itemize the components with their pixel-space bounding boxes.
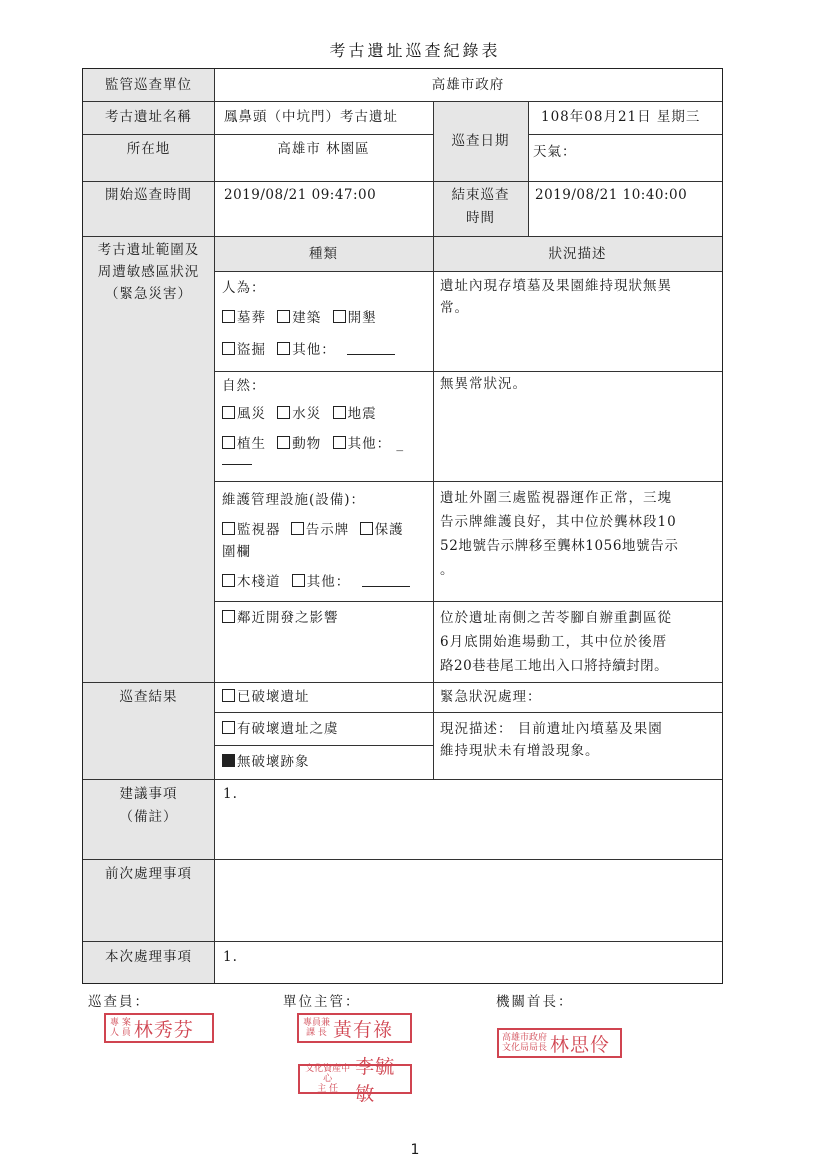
stamp-line: 文化資產中心 bbox=[305, 1064, 351, 1084]
stamp-line: 文化局局長 bbox=[502, 1043, 548, 1053]
result-none-option bbox=[222, 751, 310, 773]
nature-description: 無異常狀況。 bbox=[440, 376, 527, 392]
develop-description-line1: 位於遺址南側之苦苓腳自辦重劃區從 bbox=[440, 610, 672, 626]
option-boardwalk-label: 木棧道 bbox=[237, 574, 281, 590]
document-title: 考古遺址巡查紀錄表 bbox=[329, 41, 501, 60]
option-cultivate-label: 開墾 bbox=[347, 310, 377, 326]
develop-description-line3: 路20巷巷尾工地出入口將持續封閉。 bbox=[440, 658, 669, 674]
suggest-value: 1. bbox=[223, 786, 238, 802]
current-label: 本次處理事項 bbox=[105, 949, 192, 965]
grid-line bbox=[83, 134, 433, 135]
option-nature-other-label: 其他： _ bbox=[347, 436, 405, 452]
nature-other-blank bbox=[222, 464, 252, 465]
option-build-label: 建築 bbox=[292, 310, 322, 326]
human-options-row2 bbox=[222, 339, 395, 361]
checkbox-sign[interactable] bbox=[291, 522, 304, 535]
stamp-name: 林思伶 bbox=[550, 1033, 611, 1056]
grid-line bbox=[214, 271, 722, 272]
grid-line bbox=[214, 69, 215, 983]
grid-line bbox=[83, 941, 722, 942]
grid-line bbox=[83, 236, 722, 237]
center-director-seal-stamp bbox=[298, 1056, 412, 1105]
human-other-blank bbox=[347, 342, 395, 355]
suggest-label-line1: 建議事項 bbox=[119, 786, 178, 802]
status-description-line1: 現況描述： 目前遺址內墳墓及果園 bbox=[440, 721, 663, 737]
checkbox-build[interactable] bbox=[277, 310, 290, 323]
checkbox-guard[interactable] bbox=[360, 522, 373, 535]
grid-line bbox=[83, 859, 722, 860]
checkbox-boardwalk[interactable] bbox=[222, 574, 235, 587]
checkbox-cultivate[interactable] bbox=[333, 310, 346, 323]
date-label: 巡查日期 bbox=[451, 133, 510, 149]
human-heading: 人為： bbox=[222, 280, 266, 296]
facility-other-blank bbox=[362, 574, 410, 587]
checkbox-loot[interactable] bbox=[222, 342, 235, 355]
stamp-line: 主 任 bbox=[317, 1084, 339, 1094]
option-plant-label: 植生 bbox=[237, 436, 266, 452]
facility-options-row2 bbox=[222, 571, 410, 593]
grid-line bbox=[83, 181, 722, 182]
scope-label-line3: （緊急災害） bbox=[105, 286, 192, 302]
scope-label-line2: 周遭敏感區狀況 bbox=[97, 264, 200, 280]
nature-options-row1 bbox=[222, 403, 377, 425]
date-value: 108年08月21日 星期三 bbox=[541, 109, 701, 125]
human-description-line2: 常。 bbox=[440, 300, 469, 316]
previous-label: 前次處理事項 bbox=[105, 866, 192, 882]
unit-label: 監管巡查單位 bbox=[105, 77, 192, 93]
director-seal-stamp bbox=[497, 1028, 622, 1058]
location-value: 高雄市 林園區 bbox=[277, 141, 370, 157]
checkbox-human-other[interactable] bbox=[277, 342, 290, 355]
end-time-value: 2019/08/21 10:40:00 bbox=[535, 187, 688, 203]
stamp-line: 課 長 bbox=[306, 1028, 327, 1038]
current-value: 1. bbox=[223, 949, 238, 965]
grid-line bbox=[214, 712, 722, 713]
scope-label-line1: 考古遺址範圍及 bbox=[97, 242, 200, 258]
checkbox-quake[interactable] bbox=[333, 406, 346, 419]
facility-description-line3: 52地號告示牌移至龔林1056地號告示 bbox=[440, 538, 679, 554]
stamp-line: 人 員 bbox=[110, 1028, 131, 1038]
checkbox-wind[interactable] bbox=[222, 406, 235, 419]
inspector-seal-stamp bbox=[104, 1013, 214, 1043]
grid-line bbox=[214, 481, 722, 482]
checkbox-risk[interactable] bbox=[222, 721, 235, 734]
human-options-row1 bbox=[222, 307, 377, 329]
stamp-name: 林秀芬 bbox=[133, 1018, 194, 1041]
result-risk-option bbox=[222, 718, 339, 740]
end-time-label-line2: 時間 bbox=[466, 210, 495, 226]
nature-options-row2 bbox=[222, 433, 404, 455]
grid-line bbox=[83, 682, 722, 683]
grid-line bbox=[214, 601, 722, 602]
option-no-damage-label: 無破壞跡象 bbox=[237, 754, 310, 770]
option-nearby-development-label: 鄰近開發之影響 bbox=[237, 610, 339, 626]
option-quake-label: 地震 bbox=[347, 406, 377, 422]
unit-value: 高雄市政府 bbox=[431, 77, 505, 93]
weather-label: 天氣： bbox=[533, 144, 577, 160]
grid-line bbox=[83, 779, 722, 780]
supervisor-seal-stamp bbox=[297, 1013, 412, 1043]
inspector-signature-label: 巡查員： bbox=[88, 994, 150, 1010]
develop-description-line2: 6月底開始進場動工，其中位於後厝 bbox=[440, 634, 668, 650]
stamp-name: 李毓敏 bbox=[355, 1056, 396, 1105]
checkbox-facility-other[interactable] bbox=[292, 574, 305, 587]
page-number: 1 bbox=[410, 1142, 420, 1158]
emergency-label: 緊急狀況處理： bbox=[440, 689, 542, 705]
checkbox-nature-other[interactable] bbox=[333, 436, 346, 449]
start-time-label: 開始巡查時間 bbox=[105, 187, 192, 203]
stamp-line: 專員兼 bbox=[303, 1018, 331, 1028]
stamp-name: 黃有祿 bbox=[333, 1018, 394, 1041]
checkbox-no-damage-checked[interactable] bbox=[222, 754, 235, 767]
result-label: 巡查結果 bbox=[119, 689, 178, 705]
option-sign-label: 告示牌 bbox=[305, 522, 350, 538]
location-label: 所在地 bbox=[126, 141, 171, 157]
option-tomb-label: 墓葬 bbox=[237, 310, 266, 326]
option-monitor-label: 監視器 bbox=[237, 522, 281, 538]
nature-heading: 自然： bbox=[222, 378, 266, 394]
option-flood-label: 水災 bbox=[292, 406, 322, 422]
checkbox-nearby-development[interactable] bbox=[222, 610, 235, 623]
option-animal-label: 動物 bbox=[292, 436, 322, 452]
human-description-line1: 遺址內現存墳墓及果園維持現狀無異 bbox=[440, 278, 672, 294]
option-facility-other-label: 其他： bbox=[306, 574, 351, 590]
option-risk-label: 有破壞遺址之虞 bbox=[237, 721, 339, 737]
grid-line bbox=[528, 101, 529, 236]
facility-description-line4: 。 bbox=[440, 562, 455, 578]
checkbox-destroyed[interactable] bbox=[222, 689, 235, 702]
grid-line bbox=[214, 371, 722, 372]
column-header-description: 狀況描述 bbox=[548, 246, 607, 262]
facility-description-line1: 遺址外圍三處監視器運作正常，三塊 bbox=[440, 490, 672, 506]
facility-options-row1 bbox=[222, 519, 404, 541]
site-name-label: 考古遺址名稱 bbox=[105, 109, 192, 125]
option-loot-label: 盜掘 bbox=[237, 342, 266, 358]
develop-option bbox=[222, 607, 339, 629]
site-name-value: 鳳鼻頭（中坑門）考古遺址 bbox=[224, 109, 398, 125]
checkbox-plant[interactable] bbox=[222, 436, 235, 449]
option-destroyed-label: 已破壞遺址 bbox=[237, 689, 310, 705]
facility-description-line2: 告示牌維護良好，其中位於龔林段10 bbox=[440, 514, 677, 530]
facility-heading: 維護管理設施(設備)： bbox=[222, 492, 366, 508]
grid-line bbox=[214, 745, 433, 746]
status-description-line2: 維持現狀未有增設現象。 bbox=[440, 743, 600, 759]
option-wind-label: 風災 bbox=[237, 406, 266, 422]
start-time-value: 2019/08/21 09:47:00 bbox=[224, 187, 377, 203]
head-signature-label: 機關首長： bbox=[496, 994, 574, 1010]
stamp-line: 專 案 bbox=[110, 1018, 131, 1028]
checkbox-tomb[interactable] bbox=[222, 310, 235, 323]
grid-line bbox=[83, 101, 722, 102]
option-guard-label: 保護 bbox=[374, 522, 404, 538]
checkbox-monitor[interactable] bbox=[222, 522, 235, 535]
checkbox-animal[interactable] bbox=[277, 436, 290, 449]
column-header-type: 種類 bbox=[309, 246, 338, 262]
inspection-form bbox=[82, 68, 723, 984]
stamp-line: 高雄市政府 bbox=[502, 1033, 548, 1043]
checkbox-flood[interactable] bbox=[277, 406, 290, 419]
end-time-label-line1: 結束巡查 bbox=[451, 187, 510, 203]
supervisor-signature-label: 單位主管： bbox=[283, 994, 361, 1010]
suggest-label-line2: （備註） bbox=[119, 809, 178, 825]
label-column-background bbox=[83, 69, 214, 983]
option-human-other-label: 其他： bbox=[292, 342, 336, 358]
option-guard-label-line2: 圍欄 bbox=[222, 544, 251, 560]
grid-line bbox=[528, 134, 722, 135]
result-destroyed-option bbox=[222, 686, 310, 708]
